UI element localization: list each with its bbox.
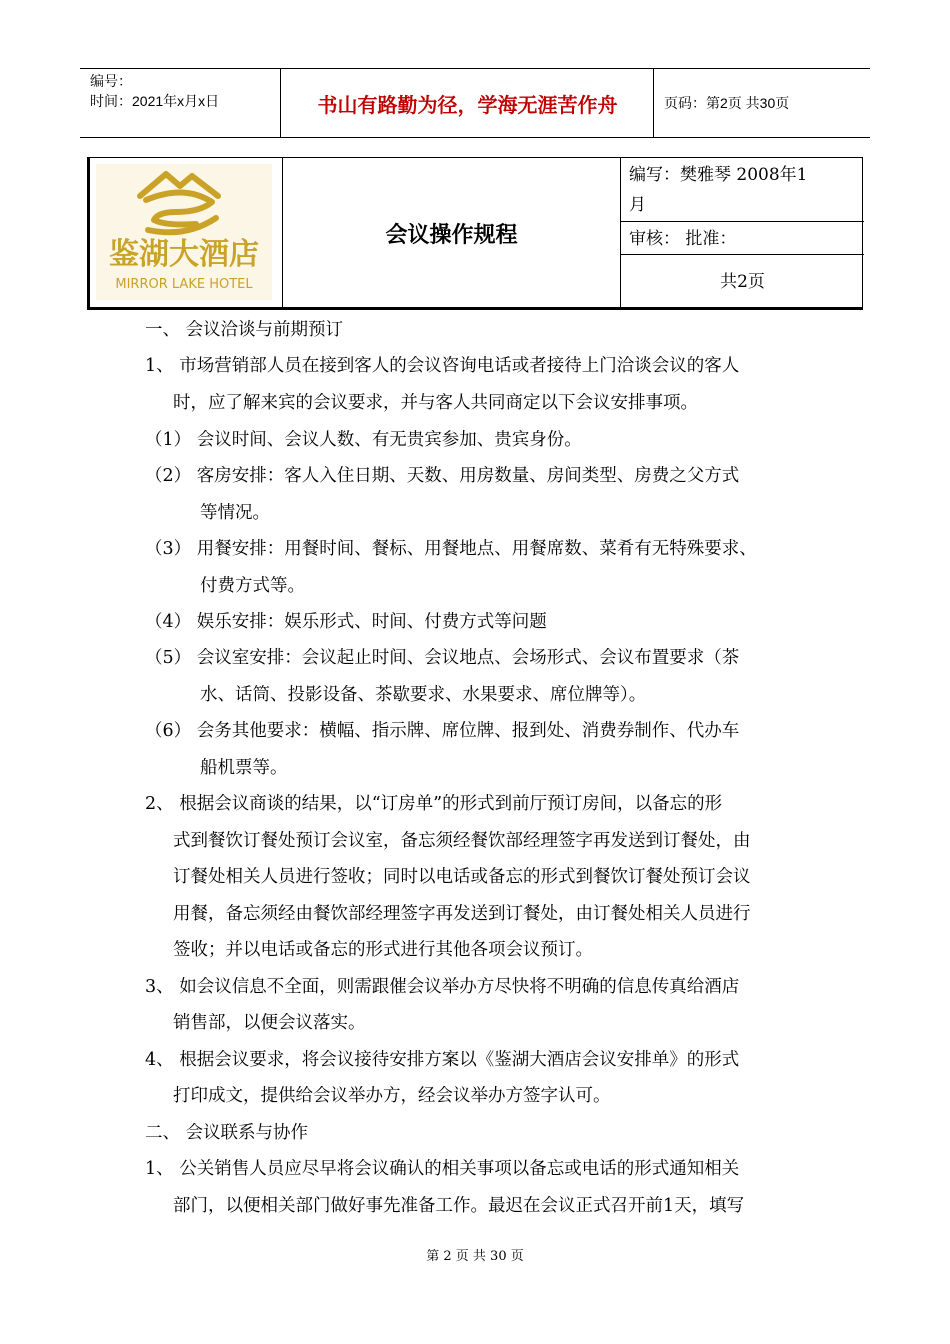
page-header [80, 68, 870, 138]
author-line-2: 月 [629, 195, 646, 215]
pages-cell: 共2页 [720, 272, 765, 292]
body-line: 1、 公关销售人员应尽早将会议确认的相关事项以备忘或电话的形式通知相关 [145, 1159, 740, 1179]
author-line-1: 编写：樊雅琴 2008年1 [629, 165, 808, 185]
body-line: （4） 娱乐安排：娱乐形式、时间、付费方式等问题 [145, 612, 547, 632]
section-heading: 二、 会议联系与协作 [145, 1123, 309, 1143]
review-cell: 审核： 批准： [621, 223, 864, 255]
header-meta [80, 69, 281, 137]
body-line: 等情况。 [200, 503, 270, 523]
body-line: 打印成文，提供给会议举办方，经会议举办方签字认可。 [173, 1086, 611, 1106]
body-line: 部门，以便相关部门做好事先准备工作。最迟在会议正式召开前1天，填写 [173, 1196, 745, 1216]
page-info: 页码：第2页 共30页 [664, 95, 790, 111]
body-line: 水、话筒、投影设备、茶歇要求、水果要求、席位牌等）。 [200, 685, 647, 705]
document-title: 会议操作规程 [283, 158, 621, 308]
body-line: （5） 会议室安排：会议起止时间、会议地点、会场形式、会议布置要求（茶 [145, 648, 740, 668]
logo-emblem-icon [96, 164, 272, 300]
number-label: 编号： [90, 73, 132, 89]
logo-cn-text: 鉴湖大酒店 [109, 237, 259, 272]
body-line: 用餐，备忘须经由餐饮部经理签字再发送到订餐处，由订餐处相关人员进行 [173, 904, 751, 924]
body-line: 3、 如会议信息不全面，则需跟催会议举办方尽快将不明确的信息传真给酒店 [145, 977, 740, 997]
section-heading: 一、 会议洽谈与前期预订 [145, 320, 344, 340]
body-line: （2） 客房安排：客人入住日期、天数、用房数量、房间类型、房费之父方式 [145, 466, 740, 486]
motto: 书山有路勤为径，学海无涯苦作舟 [282, 69, 654, 137]
body-line: 销售部，以便会议落实。 [173, 1013, 366, 1033]
time-label: 时间：2021年x月x日 [90, 93, 220, 109]
body-line: 时，应了解来宾的会议要求，并与客人共同商定以下会议安排事项。 [173, 393, 698, 413]
body-line: 4、 根据会议要求，将会议接待安排方案以《鉴湖大酒店会议安排单》的形式 [145, 1050, 740, 1070]
body-line: 2、 根据会议商谈的结果，以“订房单”的形式到前厅预订房间，以备忘的形 [145, 794, 723, 814]
page-footer: 第 2 页 共 30 页 [426, 1249, 524, 1264]
body-line: （3） 用餐安排：用餐时间、餐标、用餐地点、用餐席数、菜肴有无特殊要求、 [145, 539, 757, 559]
logo-cell [90, 158, 283, 308]
body-line: 付费方式等。 [200, 576, 305, 596]
body-line: 签收；并以电话或备忘的形式进行其他各项会议预订。 [173, 940, 593, 960]
body-line: （1） 会议时间、会议人数、有无贵宾参加、贵宾身份。 [145, 430, 582, 450]
body-line: 式到餐饮订餐处预订会议室，备忘须经餐饮部经理签字再发送到订餐处，由 [173, 831, 751, 851]
hotel-logo [96, 164, 272, 300]
author-cell [621, 158, 864, 222]
body-line: 船机票等。 [200, 758, 288, 778]
body-line: 1、 市场营销部人员在接到客人的会议咨询电话或者接待上门洽谈会议的客人 [145, 356, 740, 376]
logo-en-text: MIRROR LAKE HOTEL [115, 277, 253, 292]
body-line: （6） 会务其他要求：横幅、指示牌、席位牌、报到处、消费券制作、代办车 [145, 721, 740, 741]
document-header-table [87, 157, 863, 310]
body-line: 订餐处相关人员进行签收；同时以电话或备忘的形式到餐饮订餐处预订会议 [173, 867, 751, 887]
